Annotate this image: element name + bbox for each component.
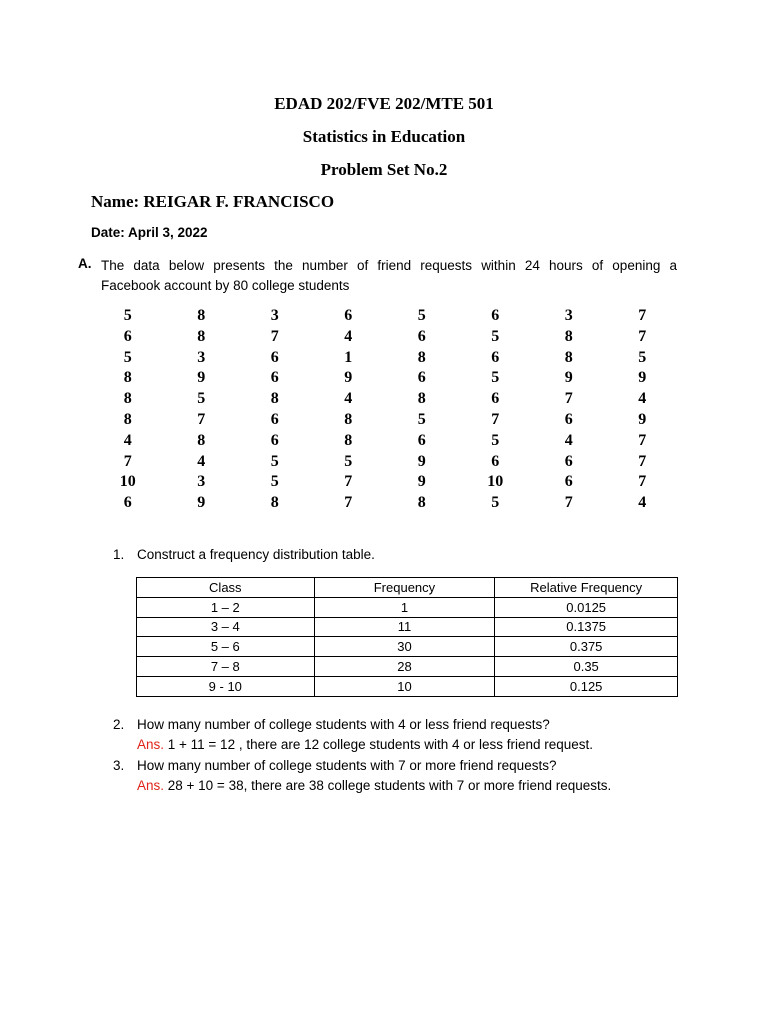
data-value: 6 (491, 452, 500, 470)
answer-2 (137, 737, 593, 752)
data-value: 6 (491, 348, 500, 366)
item-number: 1. (113, 547, 125, 562)
data-value: 9 (638, 369, 647, 387)
data-value: 7 (638, 473, 647, 491)
table-row (137, 657, 678, 677)
relative-frequency-cell: 0.35 (495, 657, 678, 677)
answer-label: Ans. (137, 737, 165, 752)
data-value: 7 (638, 327, 647, 345)
data-value: 4 (344, 327, 353, 345)
data-value: 4 (197, 452, 206, 470)
item-text: How many number of college students with 7 or more friend requests? (137, 758, 557, 773)
data-value: 6 (564, 473, 573, 491)
data-value: 7 (491, 410, 500, 428)
data-value: 5 (123, 348, 132, 366)
data-value: 4 (638, 390, 647, 408)
column-header-relative-frequency: Relative Frequency (495, 578, 678, 598)
data-value: 3 (197, 473, 206, 491)
data-value: 7 (638, 452, 647, 470)
data-value: 8 (344, 410, 353, 428)
data-value: 4 (123, 431, 132, 449)
data-value: 5 (491, 327, 500, 345)
relative-frequency-cell: 0.375 (495, 637, 678, 657)
data-value: 9 (344, 369, 353, 387)
data-value: 8 (564, 348, 573, 366)
data-value: 7 (344, 473, 353, 491)
data-value: 7 (197, 410, 206, 428)
data-value: 5 (491, 494, 500, 512)
data-value: 8 (417, 348, 426, 366)
student-name: Name: REIGAR F. FRANCISCO (91, 192, 335, 211)
data-value: 3 (197, 348, 206, 366)
data-value: 6 (270, 348, 279, 366)
frequency-cell: 11 (314, 617, 495, 637)
frequency-cell: 1 (314, 597, 495, 617)
relative-frequency-cell: 0.0125 (495, 597, 678, 617)
data-value: 6 (564, 452, 573, 470)
data-value: 10 (119, 473, 136, 491)
column-header-class: Class (137, 578, 315, 598)
question-a-line1: The data below presents the number of friend requests within 24 hours of opening a (101, 258, 677, 273)
class-cell: 7 – 8 (137, 657, 315, 677)
problem-set-title: Problem Set No.2 (320, 160, 448, 179)
data-value: 8 (564, 327, 573, 345)
question-a-letter: A. (78, 256, 92, 271)
item-number: 3. (113, 758, 125, 773)
data-value: 8 (197, 307, 206, 324)
frequency-cell: 30 (314, 637, 495, 657)
data-value: 5 (344, 452, 353, 470)
data-value: 6 (270, 410, 279, 428)
answer-text: 1 + 11 = 12 , there are 12 college students with 4 or less friend request. (164, 737, 594, 752)
data-value: 5 (123, 307, 132, 324)
data-value: 6 (564, 410, 573, 428)
data-value: 8 (417, 494, 426, 512)
data-value: 3 (564, 307, 573, 324)
data-value: 7 (638, 431, 647, 449)
data-value: 3 (270, 307, 279, 324)
class-cell: 3 – 4 (137, 617, 315, 637)
relative-frequency-cell: 0.1375 (495, 617, 678, 637)
data-value: 6 (417, 431, 426, 449)
data-value: 5 (417, 307, 426, 324)
data-value: 10 (487, 473, 504, 491)
table-row (137, 637, 678, 657)
subject-title: Statistics in Education (302, 127, 466, 146)
table-row (137, 617, 678, 637)
data-value: 5 (197, 390, 206, 408)
data-value: 4 (344, 390, 353, 408)
data-value: 8 (123, 390, 132, 408)
data-value: 8 (270, 390, 279, 408)
data-value: 7 (270, 327, 279, 345)
table-header-row (137, 578, 678, 598)
data-value: 8 (123, 369, 132, 387)
class-cell: 5 – 6 (137, 637, 315, 657)
table-row (137, 597, 678, 617)
frequency-table (136, 577, 678, 697)
data-value: 5 (417, 410, 426, 428)
answer-text: 28 + 10 = 38, there are 38 college students with 7 or more friend requests. (164, 778, 612, 793)
item-number: 2. (113, 717, 125, 732)
data-value: 5 (270, 473, 279, 491)
class-cell: 9 - 10 (137, 676, 315, 696)
data-value: 9 (197, 369, 206, 387)
data-value: 6 (417, 369, 426, 387)
data-value: 6 (270, 431, 279, 449)
frequency-cell: 28 (314, 657, 495, 677)
data-value: 9 (417, 473, 426, 491)
data-value: 1 (344, 348, 353, 366)
question-a-line2: Facebook account by 80 college students (101, 278, 350, 293)
data-value: 6 (344, 307, 353, 324)
data-value: 8 (417, 390, 426, 408)
item-text: Construct a frequency distribution table. (137, 547, 375, 562)
relative-frequency-cell: 0.125 (495, 676, 678, 696)
answer-3 (137, 778, 611, 793)
data-value: 6 (491, 390, 500, 408)
data-value: 4 (564, 431, 573, 449)
data-value: 8 (123, 410, 132, 428)
raw-data-grid (91, 306, 679, 514)
data-value: 7 (123, 452, 132, 470)
table-row (137, 676, 678, 696)
frequency-cell: 10 (314, 676, 495, 696)
column-header-frequency: Frequency (314, 578, 495, 598)
question-a-text (101, 256, 677, 296)
data-value: 6 (417, 327, 426, 345)
data-value: 6 (270, 369, 279, 387)
data-value: 6 (123, 327, 132, 345)
data-value: 5 (270, 452, 279, 470)
data-value: 5 (491, 431, 500, 449)
course-code: EDAD 202/FVE 202/MTE 501 (274, 94, 494, 113)
data-value: 8 (344, 431, 353, 449)
class-cell: 1 – 2 (137, 597, 315, 617)
data-value: 8 (197, 431, 206, 449)
data-value: 9 (197, 494, 206, 512)
data-value: 9 (638, 410, 647, 428)
submission-date: Date: April 3, 2022 (91, 225, 208, 240)
data-value: 9 (564, 369, 573, 387)
data-value: 8 (270, 494, 279, 512)
data-value: 7 (564, 494, 573, 512)
data-value: 7 (638, 307, 647, 324)
data-value: 8 (197, 327, 206, 345)
data-value: 5 (491, 369, 500, 387)
item-text: How many number of college students with 4 or less friend requests? (137, 717, 550, 732)
data-value: 4 (638, 494, 647, 512)
answer-label: Ans. (137, 778, 165, 793)
data-value: 9 (417, 452, 426, 470)
data-value: 7 (344, 494, 353, 512)
data-value: 6 (491, 307, 500, 324)
data-value: 7 (564, 390, 573, 408)
data-value: 5 (638, 348, 647, 366)
data-value: 6 (123, 494, 132, 512)
